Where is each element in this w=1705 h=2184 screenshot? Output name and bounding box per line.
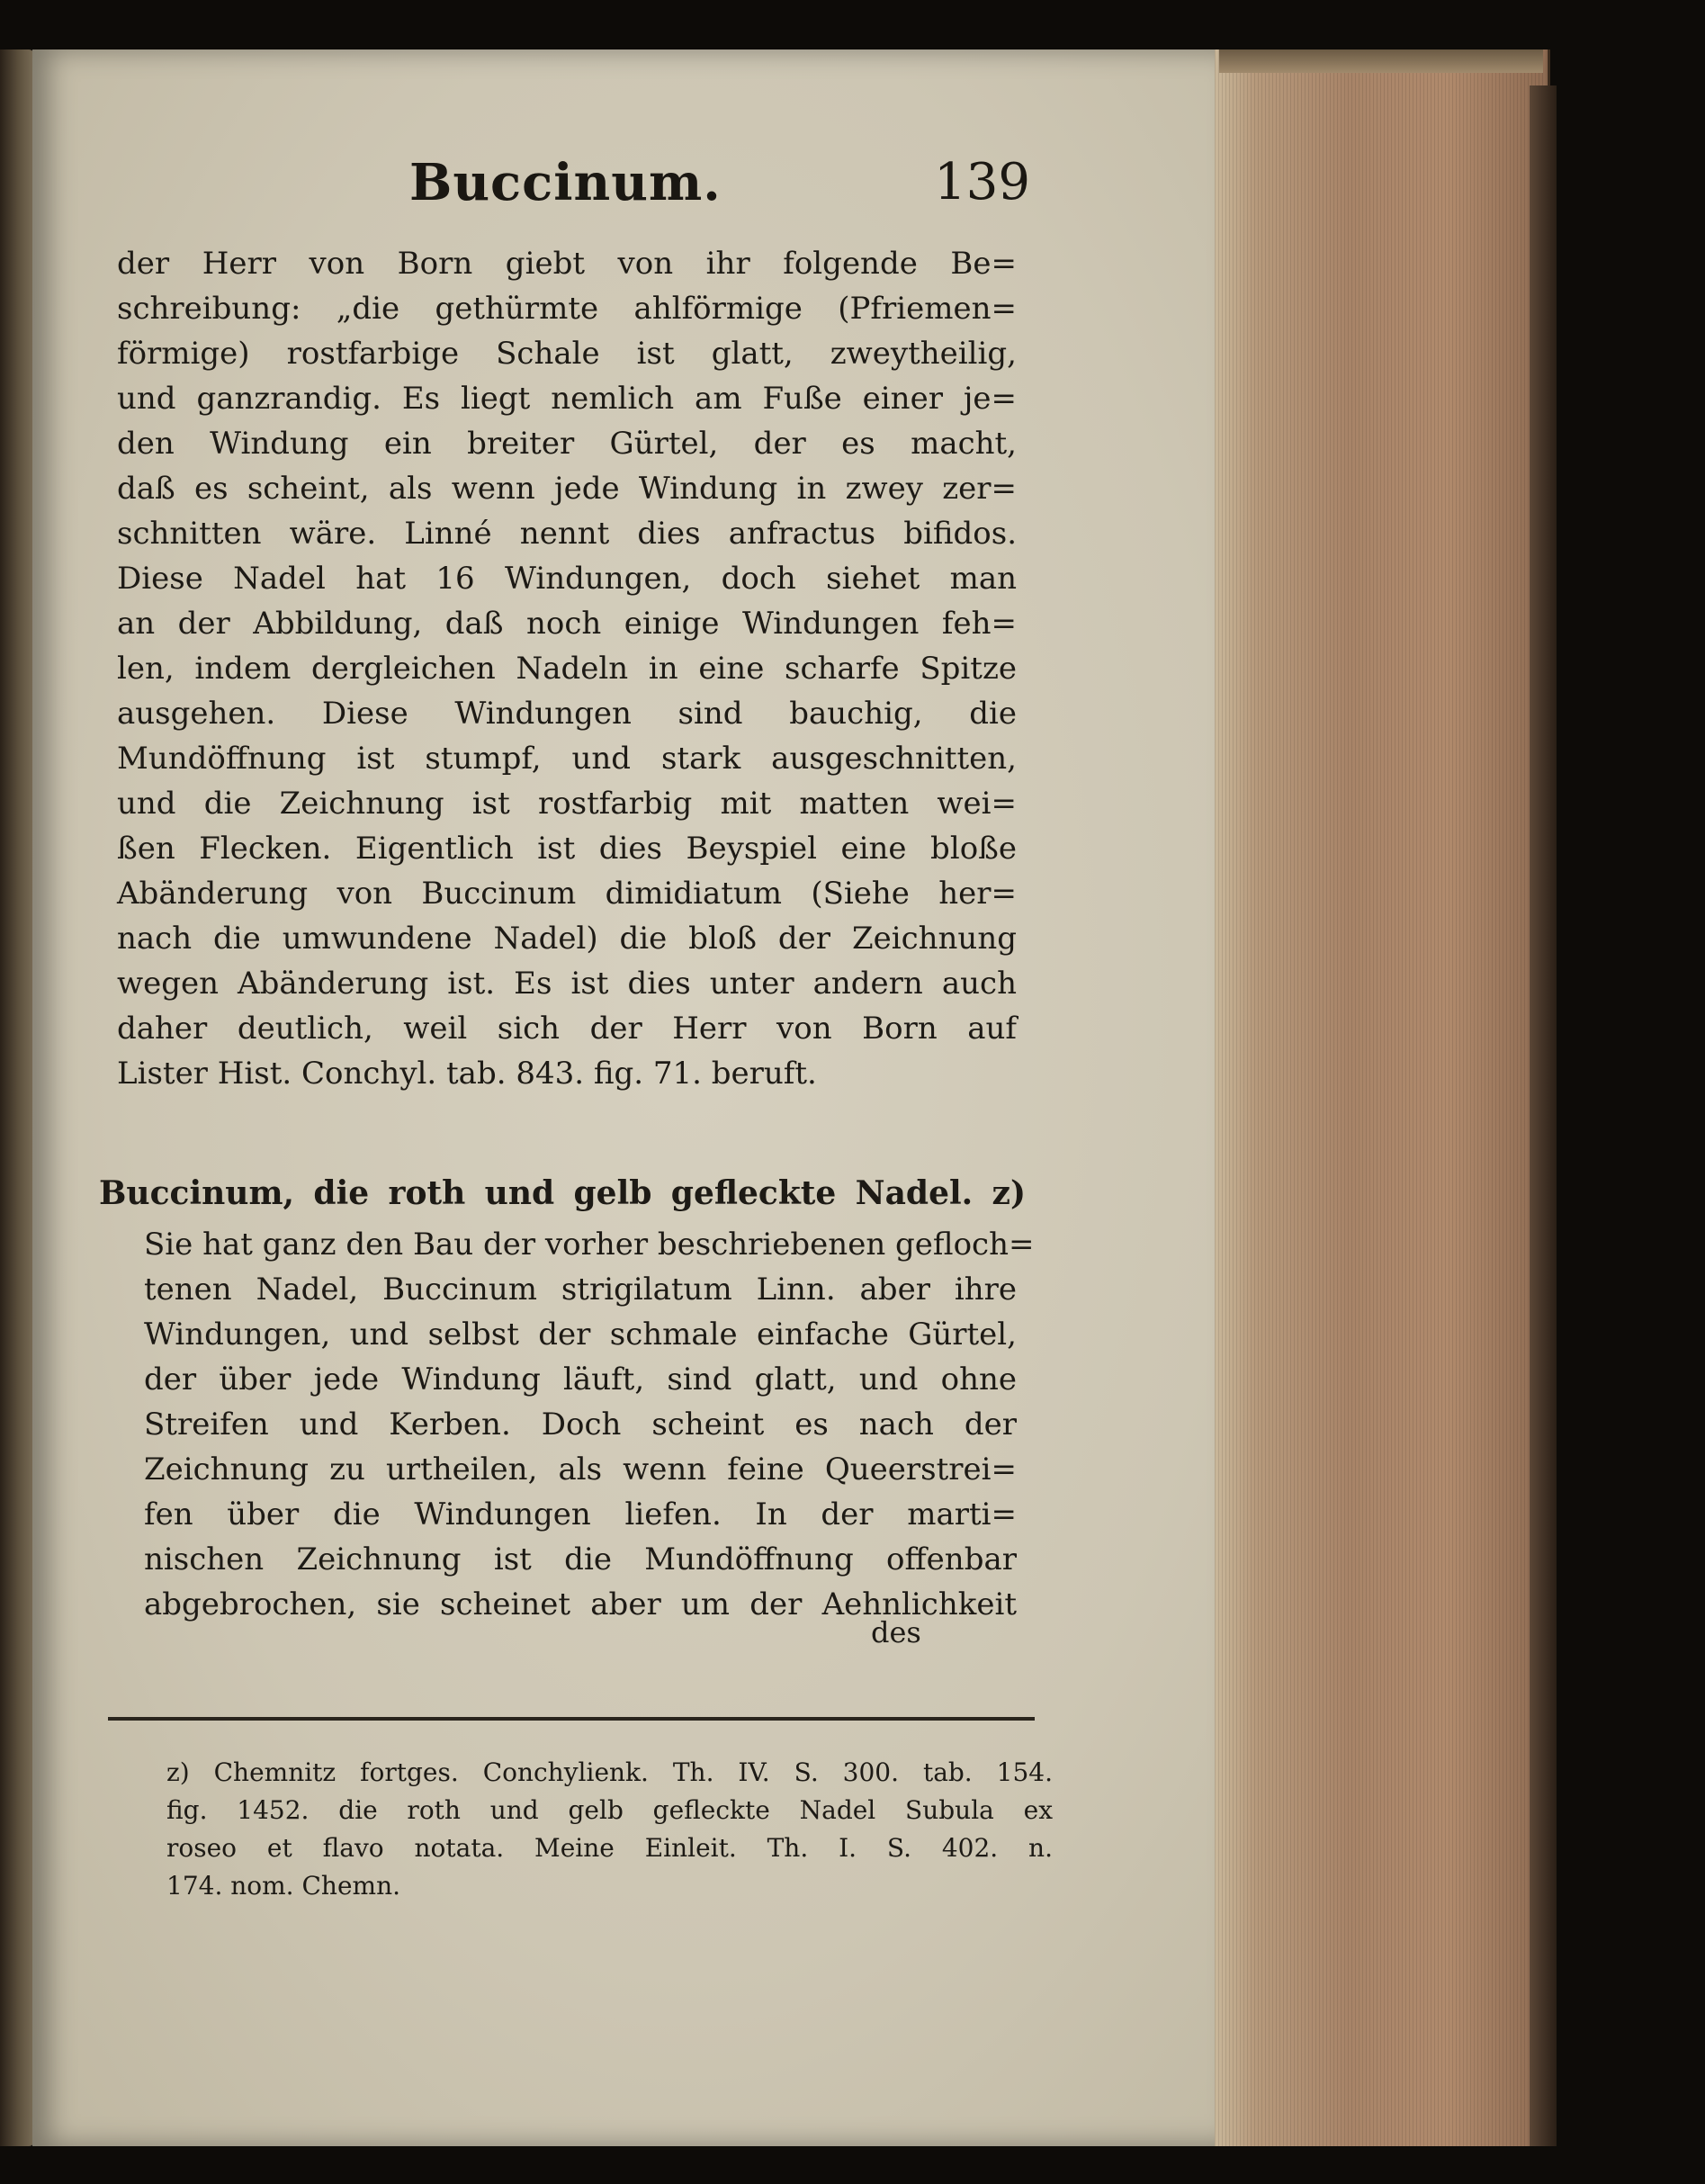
catchword: des xyxy=(871,1615,921,1649)
footnote-line: z) Chemnitz fortges. Conchylienk. Th. IV. S. 300. tab. 154. xyxy=(166,1757,1053,1787)
text-line: nach die umwundene Nadel) die bloß der Zeichnung xyxy=(117,921,1017,957)
text-line: ßen Flecken. Eigentlich ist dies Beyspiel eine bloße xyxy=(117,831,1017,867)
text-line: schreibung: „die gethürmte ahlförmige (Pfriemen= xyxy=(117,291,1017,327)
footnote-line: fig. 1452. die roth und gelb gefleckte Nadel Subula ex xyxy=(166,1795,1053,1825)
page-block-edge xyxy=(1215,49,1550,2146)
text-line: wegen Abänderung ist. Es ist dies unter andern auch xyxy=(117,966,1017,1002)
left-page-edge xyxy=(0,49,34,2146)
text-line: tenen Nadel, Buccinum strigilatum Linn. aber ihre xyxy=(144,1272,1017,1308)
text-line: Lister Hist. Conchyl. tab. 843. fig. 71. beruft. xyxy=(117,1056,817,1092)
section-heading: Buccinum, die roth und gelb gefleckte Nadel. z) xyxy=(99,1174,1026,1212)
text-line: ausgehen. Diese Windungen sind bauchig, die xyxy=(117,696,1017,732)
text-line: Abänderung von Buccinum dimidiatum (Siehe her= xyxy=(117,876,1017,912)
text-line: und ganzrandig. Es liegt nemlich am Fuße einer je= xyxy=(117,381,1017,417)
text-line: fen über die Windungen liefen. In der marti= xyxy=(144,1496,1017,1532)
text-line: nischen Zeichnung ist die Mundöffnung offenbar xyxy=(144,1541,1017,1577)
text-line: und die Zeichnung ist rostfarbig mit matten wei= xyxy=(117,786,1017,822)
text-line: Sie hat ganz den Bau der vorher beschriebenen gefloch= xyxy=(144,1227,1035,1263)
text-line: der über jede Windung läuft, sind glatt, und ohne xyxy=(144,1362,1017,1398)
book-cover-edge xyxy=(1530,85,1557,2146)
text-line: daß es scheint, als wenn jede Windung in zwey zer= xyxy=(117,471,1017,507)
text-line: förmige) rostfarbige Schale ist glatt, zweytheilig, xyxy=(117,336,1017,372)
page-header xyxy=(409,153,1030,225)
page-block-top xyxy=(1219,49,1543,73)
text-line: abgebrochen, sie scheinet aber um der Aehnlichkeit xyxy=(144,1586,1017,1622)
text-line: Windungen, und selbst der schmale einfache Gürtel, xyxy=(144,1317,1017,1353)
page-number: 139 xyxy=(934,153,1030,211)
footnote-line: 174. nom. Chemn. xyxy=(166,1871,400,1901)
text-line: schnitten wäre. Linné nennt dies anfractus bifidos. xyxy=(117,516,1017,552)
text-line: Diese Nadel hat 16 Windungen, doch siehet man xyxy=(117,561,1017,597)
text-line: den Windung ein breiter Gürtel, der es macht, xyxy=(117,426,1017,462)
running-head: Buccinum. xyxy=(409,153,722,212)
text-line: daher deutlich, weil sich der Herr von Born auf xyxy=(117,1011,1017,1047)
footnote-line: roseo et flavo notata. Meine Einleit. Th. I. S. 402. n. xyxy=(166,1833,1053,1863)
text-line: der Herr von Born giebt von ihr folgende Be= xyxy=(117,246,1017,282)
text-line: Streifen und Kerben. Doch scheint es nach der xyxy=(144,1407,1017,1443)
text-line: Zeichnung zu urtheilen, als wenn feine Queerstrei= xyxy=(144,1452,1017,1487)
footnote-rule xyxy=(108,1717,1035,1721)
text-line: an der Abbildung, daß noch einige Windungen feh= xyxy=(117,606,1017,642)
text-line: Mundöffnung ist stumpf, und stark ausgeschnitten, xyxy=(117,741,1017,777)
text-line: len, indem dergleichen Nadeln in eine scharfe Spitze xyxy=(117,651,1017,687)
